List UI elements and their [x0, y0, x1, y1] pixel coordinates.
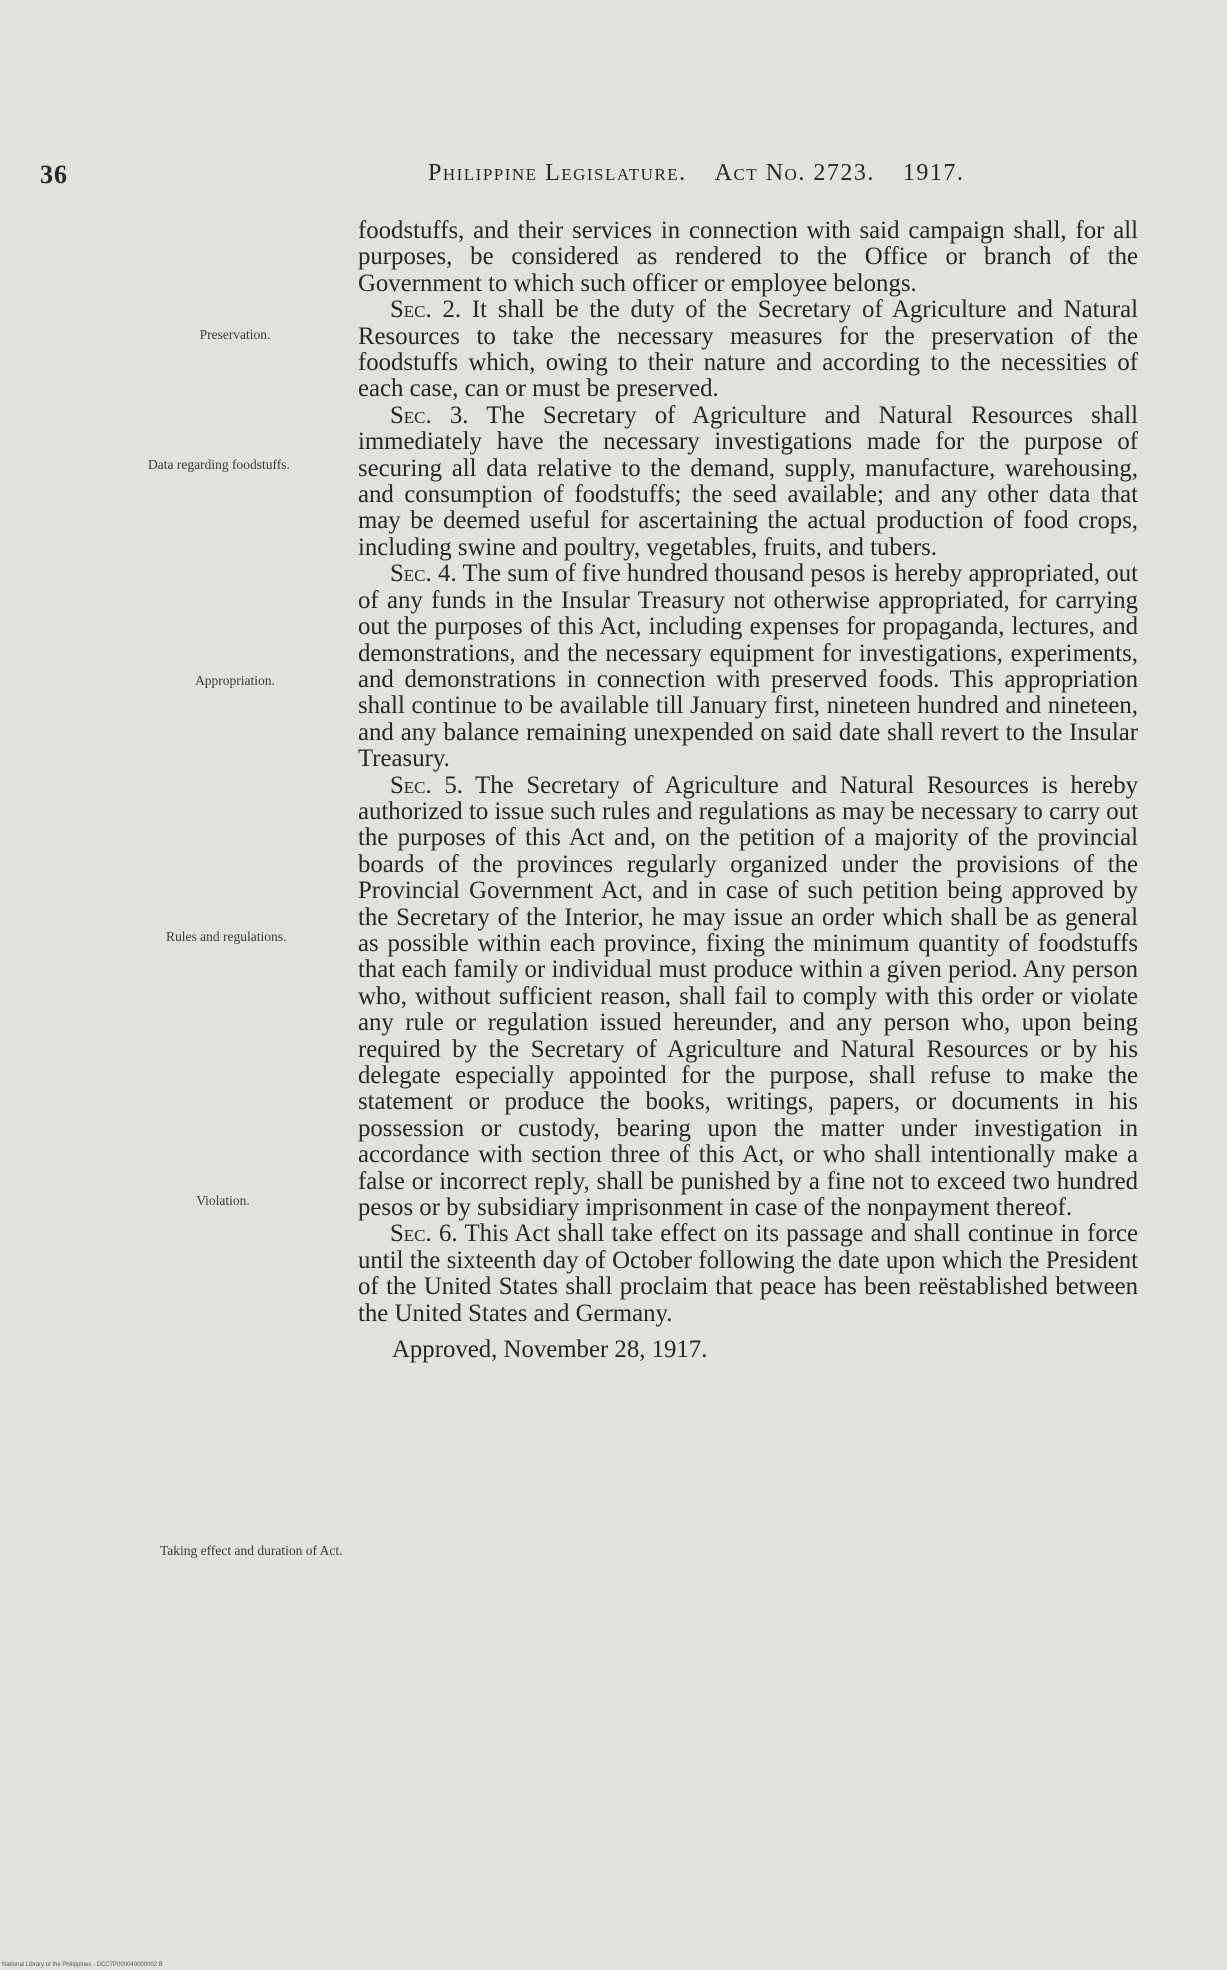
side-note-rules: Rules and regulations.	[166, 929, 287, 944]
side-note-appropriation: Appropriation.	[195, 673, 275, 688]
side-note-taking-effect: Taking effect and duration of Act.	[160, 1543, 343, 1558]
intro-paragraph: foodstuffs, and their services in connection with said campaign shall, for all purposes, be considered as rendered to the Office or branch of the Government to which such officer or employee belongs.	[358, 217, 1138, 297]
section-5-text: The Secretary of Agriculture and Natural Resources is hereby authorized to issue such rules and regulations as may be necessary to carry out the purposes of this Act and, on the petition of a majority of the provincial boards of the provinces regularly organized under the provisions of the Provincial Government Act, and in case of such petition being approved by the Secretary of the Interior, he may issue an order which shall be as general as possible within each province, fixing the minimum quantity of foodstuffs that each family or individual must produce within a given period. Any person who, without sufficient reason, shall fail to comply with this order or violate any rule or regulation issued hereunder, and any person who, upon being required by the Secretary of Agriculture and Natural Resources or by his delegate especially appointed for the purpose, shall refuse to make the statement or produce the books, writings, papers, or documents in his possession or custody, bearing upon the matter under investigation in accordance with section three of this Act, or who shall intentionally make a false or incorrect reply, shall be punished by a fine not to exceed two hundred pesos or by subsidiary imprisonment in case of the nonpayment thereof.	[358, 771, 1138, 1222]
side-note-preservation: Preservation.	[199, 327, 271, 342]
approved-line: Approved, November 28, 1917.	[392, 1336, 708, 1364]
running-head-year: 1917.	[902, 160, 965, 186]
section-6-text: This Act shall take effect on its passage and shall continue in force until the sixteenth day of October following the date upon which the President of the United States shall proclaim that peace has been reëstablished between the United States and Germany.	[358, 1220, 1138, 1327]
running-head-title: Philippine Legislature.	[428, 160, 687, 186]
section-3-label: Sec. 3.	[390, 401, 469, 429]
section-6-label: Sec. 6.	[390, 1220, 458, 1248]
side-note-violation: Violation.	[196, 1193, 250, 1208]
act-body	[358, 218, 1138, 1363]
section-6	[358, 1221, 1138, 1327]
section-2-text: It shall be the duty of the Secretary of Agriculture and Natural Resources to take the necessary measures for the preservation of the foodstuffs which, owing to their nature and according to the necessities of each case, can or must be preserved.	[358, 296, 1139, 403]
section-5-label: Sec. 5.	[390, 771, 463, 799]
section-3	[358, 403, 1138, 561]
page-number: 36	[40, 160, 68, 189]
section-4-label: Sec. 4.	[390, 560, 457, 588]
side-note-data-regarding: Data regarding foodstuffs.	[148, 457, 290, 472]
section-4-text: The sum of five hundred thousand pesos is hereby appropriated, out of any funds in the Insular Treasury not otherwise appropriated, for carrying out the purposes of this Act, including expenses for propaganda, lectures, and demonstrations, and the necessary equipment for investigations, experiments, and demonstrations in connection with preserved foods. This appropriation shall continue to be available till January first, nineteen hundred and nineteen, and any balance remaining unexpended on said date shall revert to the Insular Treasury.	[358, 560, 1138, 773]
section-5	[358, 773, 1138, 1222]
section-3-text: The Secretary of Agriculture and Natural Resources shall immediately have the necessary investigations made for the purpose of securing all data relative to the demand, supply, manufacture, warehousing, and consumption of foodstuffs; the seed available; and any other data that may be deemed useful for ascertaining the actual production of food crops, including swine and poultry, vegetables, fruits, and tubers.	[358, 401, 1138, 561]
section-2	[358, 297, 1138, 403]
running-head	[428, 160, 964, 187]
section-4	[358, 561, 1138, 772]
footer-credit: National Library of the Philippines · DCC7P000040000002 B	[2, 1962, 163, 1968]
section-2-label: Sec. 2.	[390, 296, 462, 324]
running-head-act: Act No. 2723.	[714, 160, 875, 186]
